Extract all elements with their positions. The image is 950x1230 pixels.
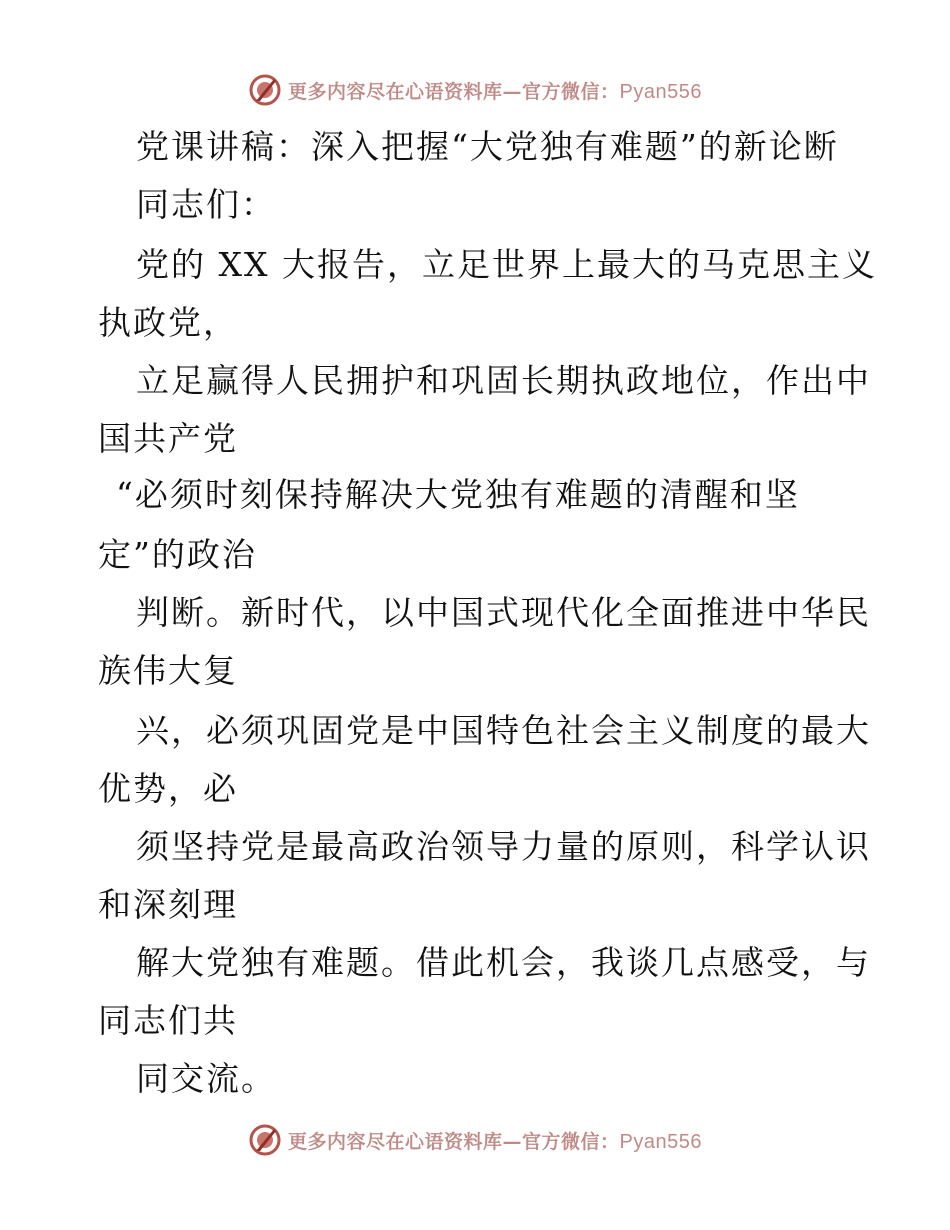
body-line: 立足赢得人民拥护和巩固长期执政地位，作出中 [136,361,871,400]
body-line: 和深刻理 [98,885,238,924]
body-line: 解大党独有难题。借此机会，我谈几点感受，与 [136,943,871,982]
document-title: 党课讲稿：深入把握“大党独有难题”的新论断 [136,127,839,166]
body-line: 党的 XX 大报告，立足世界上最大的马克思主义 [136,245,877,284]
body-line: 执政党， [98,303,238,342]
body-line: 须坚持党是最高政治领导力量的原则，科学认识 [136,827,871,866]
body-line: 国共产党 [98,419,238,458]
body-line: 定”的政治 [98,535,257,574]
body-line: 优势，必 [98,769,238,808]
watermark-text: 更多内容尽在心语资料库—官方微信：Pyan556 [288,80,702,103]
body-line: 同志们共 [98,1001,238,1040]
body-line: “必须时刻保持解决大党独有难题的清醒和坚 [116,475,800,514]
body-line: 判断。新时代，以中国式现代化全面推进中华民 [136,593,871,632]
salutation: 同志们： [136,185,276,224]
watermark-handle: Pyan556 [619,1130,702,1153]
quill-logo-icon [248,73,282,107]
watermark-text: 更多内容尽在心语资料库—官方微信：Pyan556 [288,1130,702,1153]
footer-watermark [0,1120,950,1160]
watermark-handle: Pyan556 [619,80,702,103]
header-watermark [0,70,950,110]
quill-logo-icon [248,1123,282,1157]
body-line: 同交流。 [136,1059,276,1098]
body-line: 兴，必须巩固党是中国特色社会主义制度的最大 [136,711,871,750]
body-line: 族伟大复 [98,651,238,690]
